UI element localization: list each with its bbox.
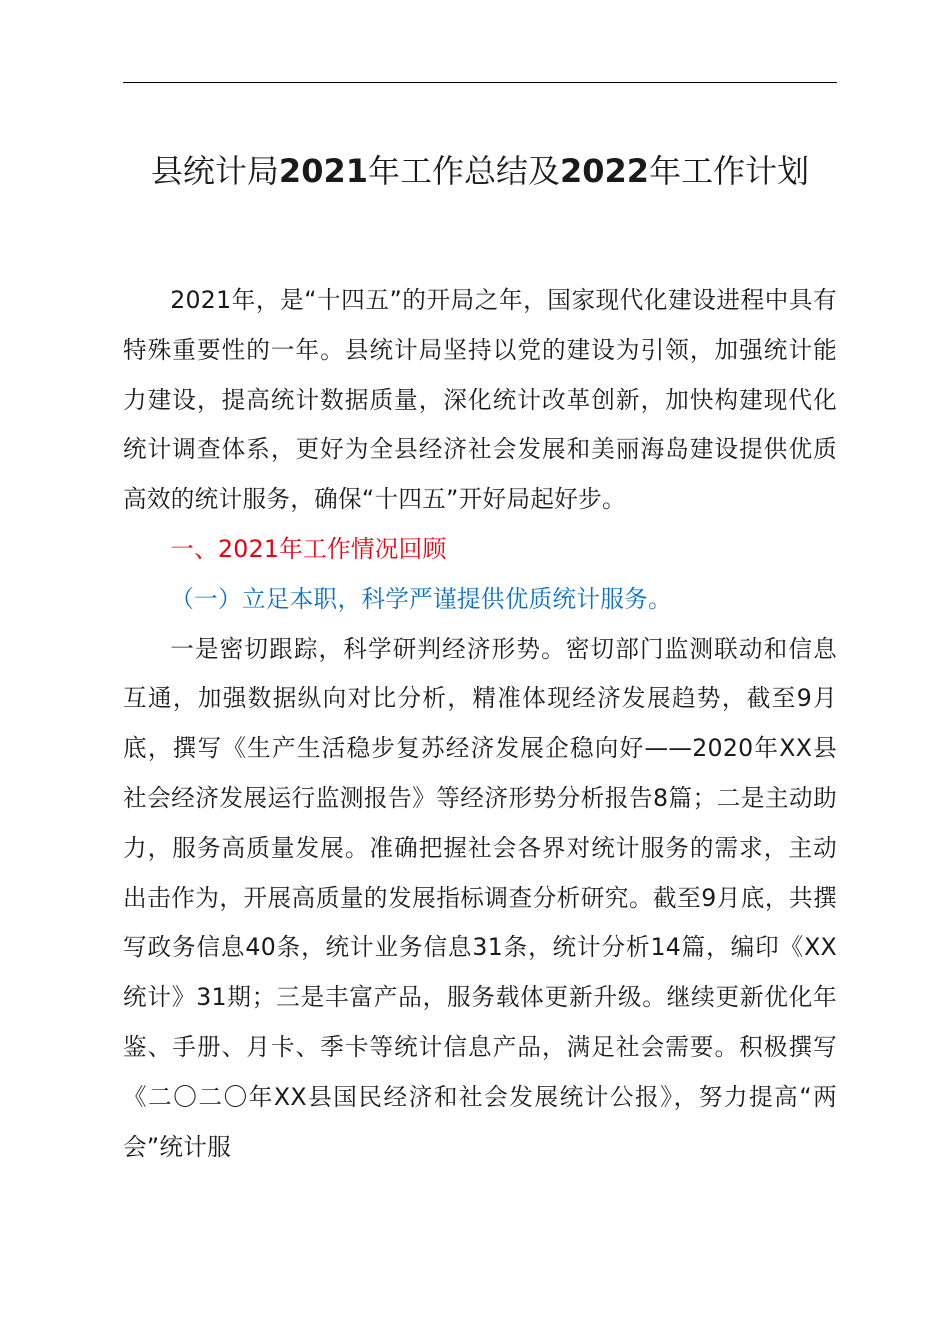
title-part-1: 县统计局 bbox=[150, 152, 279, 190]
header-rule bbox=[123, 82, 837, 83]
subsection-heading: （一）立足本职，科学严谨提供优质统计服务。 bbox=[170, 584, 672, 613]
body-paragraph: 一是密切跟踪，科学研判经济形势。密切部门监测联动和信息互通，加强数据纵向对比分析，精准体现经济发展趋势，截至9月底，撰写《生产生活稳步复苏经济发展企稳向好——2020年XX县社会经济发展运行监测报告》等经济形势分析报告8篇；二是主动助力，服务高质量发展。准确把握社会各界对统计服务的需求，主动出击作为，开展高质量的发展指标调查分析研究。截至9月底，共撰写政务信息40条，统计业务信息31条，统计分析14篇，编印《XX统计》31期；三是丰富产品，服务载体更新升级。继续更新优化年鉴、手册、月卡、季卡等统计信息产品，满足社会需要。积极撰写《二〇二〇年XX县国民经济和社会发展统计公报》，努力提高“两会”统计服 bbox=[123, 634, 837, 1161]
title-part-3: 年工作计划 bbox=[649, 152, 810, 190]
title-year-2021: 2021 bbox=[278, 152, 368, 190]
document-title bbox=[123, 146, 837, 196]
document-body bbox=[123, 276, 837, 1172]
section-heading: 一、2021年工作情况回顾 bbox=[170, 534, 447, 563]
title-year-2022: 2022 bbox=[560, 152, 650, 190]
intro-paragraph: 2021年，是“十四五”的开局之年，国家现代化建设进程中具有特殊重要性的一年。县统计局坚持以党的建设为引领，加强统计能力建设，提高统计数据质量，深化统计改革创新，加快构建现代化统计调查体系，更好为全县经济社会发展和美丽海岛建设提供优质高效的统计服务，确保“十四五”开好局起好步。 bbox=[123, 286, 837, 514]
title-part-2: 年工作总结及 bbox=[367, 152, 560, 190]
